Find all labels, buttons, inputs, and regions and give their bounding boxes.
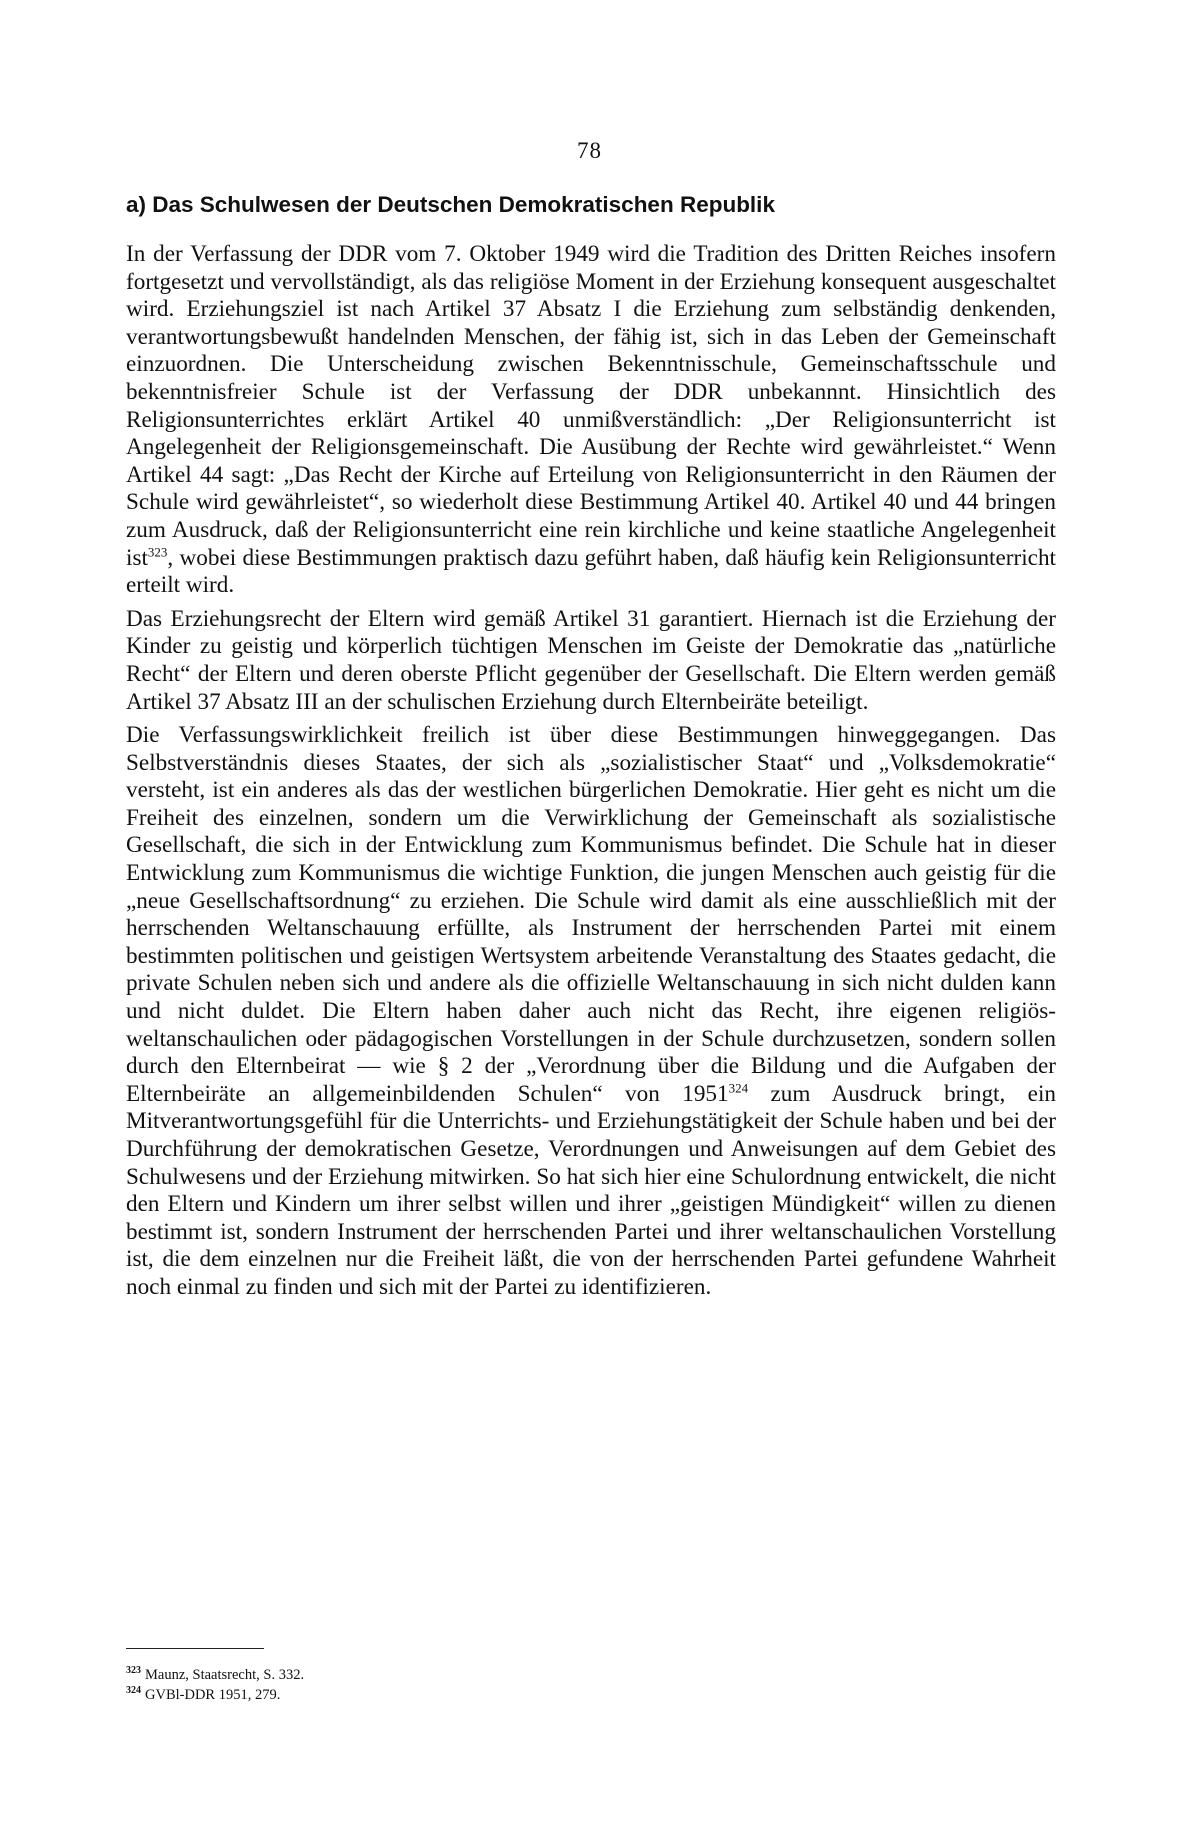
footnotes xyxy=(126,1665,726,1705)
paragraph-1-text-after: , wobei diese Bestimmungen praktisch dazu geführt haben, daß häufig kein Religionsunterricht erteilt wird. xyxy=(126,544,1056,599)
footnote-ref-323: 323 xyxy=(147,543,168,559)
footnote-text: GVBl-DDR 1951, 279. xyxy=(145,1687,281,1703)
paragraph-3-text-before: Die Verfassungswirklichkeit freilich ist über diese Bestimmungen hinweggegangen. Das Selbstverständnis dieses Staates, der sich als „sozialistischer Staat“ und „Volksdemokratie“ versteht, ist ein anderes als das der westlichen bürgerlichen Demokratie. Hier geht es nicht um die Freiheit des einzelnen, sondern um die Verwirklichung der Gemeinschaft als sozialistische Gesellschaft, die sich in der Entwicklung zum Kommunismus befindet. Die Schule hat in dieser Entwicklung zum Kommunismus die wichtige Funktion, die jungen Menschen auch geistig für die „neue Gesellschaftsordnung“ zu erziehen. Die Schule wird damit als eine ausschließlich mit der herrschenden Weltanschauung erfüllte, als Instrument der herrschenden Partei mit einem bestimmten politischen und geistigen Wertsystem arbeitende Veranstaltung des Staates gedacht, die private Schulen neben sich und andere als die offizielle Weltanschauung in sich nicht dulden kann und nicht duldet. Die Eltern haben daher auch nicht das Recht, ihre eigenen religiösweltanschaulichen oder pädagogischen Vorstellungen in der Schule durchzusetzen, sondern sollen durch den Elternbeirat — wie § 2 der „Verordnung über die Bildung und die Aufgaben der Elternbeiräte an allgemeinbildenden Schulen“ von 1951 xyxy=(126,722,1056,1107)
paragraph-1 xyxy=(126,241,1056,600)
paragraph-3-text-after: zum Ausdruck bringt, ein Mitverantwortungsgefühl für die Unterrichts- und Erziehungstätigkeit der Schule haben und bei der Durchführung der demokratischen Gesetze, Verordnungen und Anweisungen auf dem Gebiet des Schulwesens und der Erziehung mitwirken. So hat sich hier eine Schulordnung entwickelt, die nicht den Eltern und Kindern um ihrer selbst willen und ihrer „geistigen Mündigkeit“ willen zu dienen bestimmt ist, sondern Instrument der herrschenden Partei und ihrer weltanschaulichen Vorstellung ist, die dem einzelnen nur die Freiheit läßt, die von der herrschenden Partei gefundene Wahrheit noch einmal zu finden und sich mit der Partei zu identifizieren. xyxy=(126,1080,1056,1300)
page-number: 78 xyxy=(577,138,602,163)
paragraph-2: Das Erziehungsrecht der Eltern wird gemäß Artikel 31 garantiert. Hiernach ist die Erziehung der Kinder zu geistig und körperlich tüchtigen Menschen im Geiste der Demokratie das „natürliche Recht“ der Eltern und deren oberste Pflicht gegenüber der Gesellschaft. Die Eltern werden gemäß Artikel 37 Absatz III an der schulischen Erziehung durch Elternbeiräte beteiligt. xyxy=(126,605,1056,715)
body-text xyxy=(126,190,1056,1308)
footnote-ref-324: 324 xyxy=(728,1080,749,1096)
paragraph-1-text-before: In der Verfassung der DDR vom 7. Oktober 1949 wird die Tradition des Dritten Reiches insofern fortgesetzt und vervollständigt, als das religiöse Moment in der Erziehung konsequent ausgeschaltet wird. Erziehungsziel ist nach Artikel 37 Absatz I die Erziehung zum selbständig denkenden, verantwortungsbewußt handelnden Menschen, der fähig ist, sich in das Leben der Gemeinschaft einzuordnen. Die Unterscheidung zwischen Bekenntnisschule, Gemeinschaftsschule und bekenntnisfreier Schule ist der Verfassung der DDR unbekannnt. Hinsichtlich des Religionsunterrichtes erklärt Artikel 40 unmißverständlich: „Der Religionsunterricht ist Angelegenheit der Religionsgemeinschaft. Die Ausübung der Rechte wird gewährleistet.“ Wenn Artikel 44 sagt: „Das Recht der Kirche auf Erteilung von Religionsunterricht in den Räumen der Schule wird gewährleistet“, so wiederholt diese Bestimmung Artikel 40. Artikel 40 und 44 bringen zum Ausdruck, daß der Religionsunterricht eine rein kirchliche und keine staatliche Angelegenheit ist xyxy=(126,241,1056,571)
footnote-mark: 324 xyxy=(126,1685,141,1697)
footnote-item xyxy=(126,1665,726,1685)
footnote-text: Maunz, Staatsrecht, S. 332. xyxy=(145,1667,305,1683)
section-heading: a) Das Schulwesen der Deutschen Demokratischen Republik xyxy=(126,192,775,217)
footnote-item xyxy=(126,1685,726,1705)
paragraph-3 xyxy=(126,722,1056,1301)
footnote-mark: 323 xyxy=(126,1665,141,1677)
footnote-divider xyxy=(126,1648,264,1649)
